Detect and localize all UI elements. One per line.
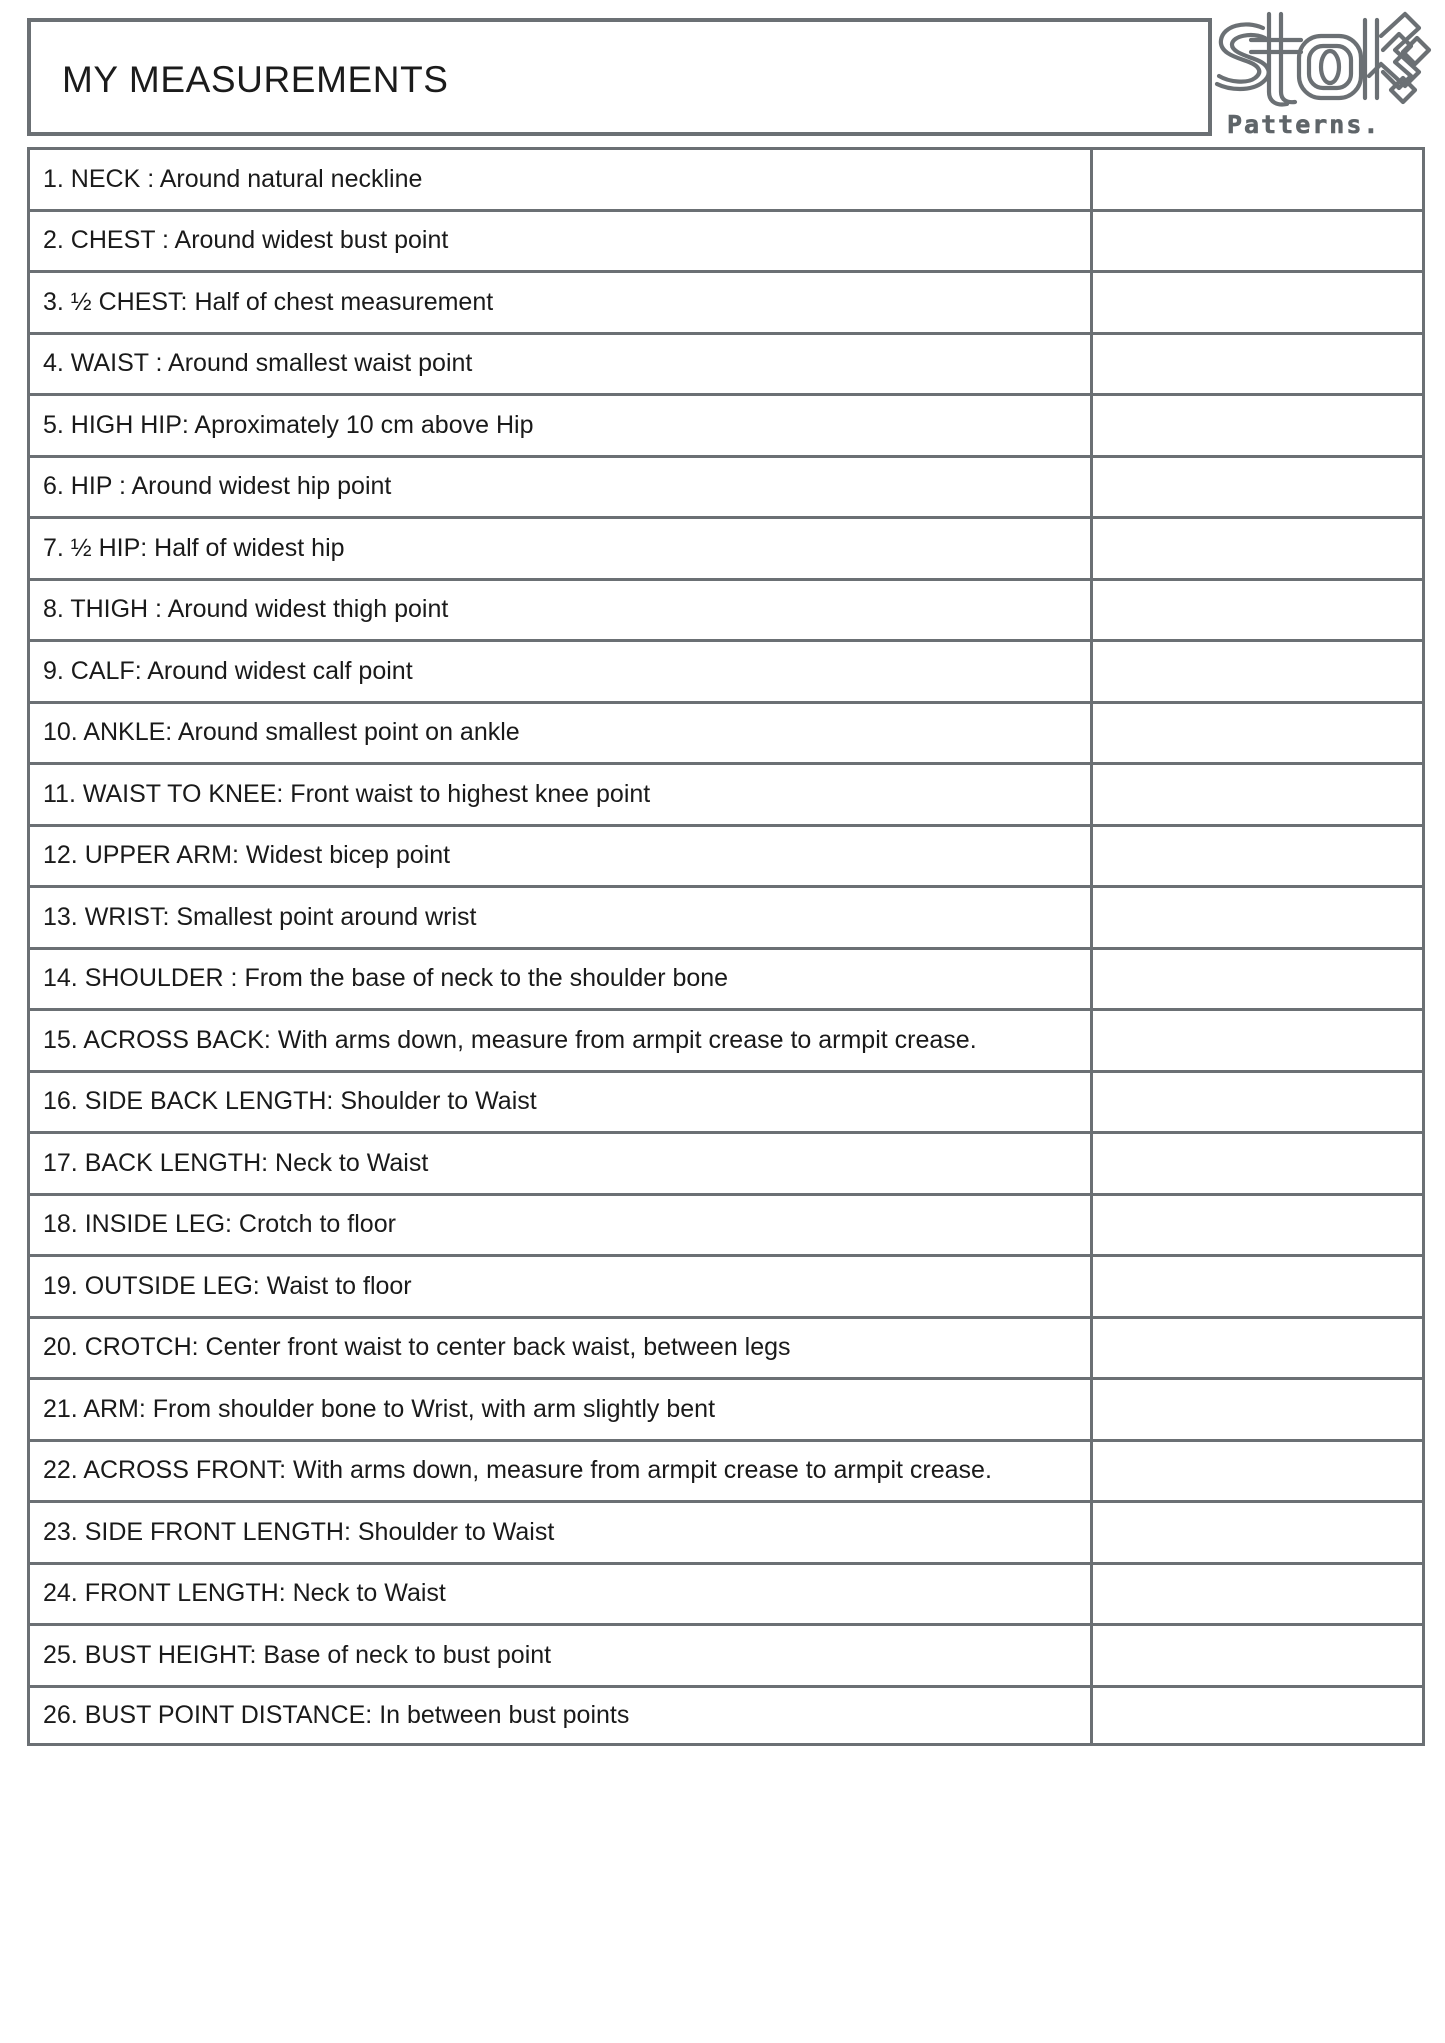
measurement-description-cell: 19. OUTSIDE LEG: Waist to floor: [30, 1257, 1093, 1316]
measurement-value-field[interactable]: [1093, 1380, 1422, 1439]
measurement-description-cell: 17. BACK LENGTH: Neck to Waist: [30, 1134, 1093, 1193]
table-row: [27, 1070, 1425, 1132]
measurement-value-field[interactable]: [1093, 150, 1422, 209]
measurement-description-cell: 23. SIDE FRONT LENGTH: Shoulder to Waist: [30, 1503, 1093, 1562]
measurement-description-cell: 21. ARM: From shoulder bone to Wrist, with arm slightly bent: [30, 1380, 1093, 1439]
measurement-value-field[interactable]: [1093, 827, 1422, 886]
table-row: [27, 1562, 1425, 1624]
measurement-description-cell: 24. FRONT LENGTH: Neck to Waist: [30, 1565, 1093, 1624]
measurement-description-cell: 4. WAIST : Around smallest waist point: [30, 335, 1093, 394]
measurement-description-cell: 9. CALF: Around widest calf point: [30, 642, 1093, 701]
table-row: [27, 701, 1425, 763]
measurement-description-cell: 13. WRIST: Smallest point around wrist: [30, 888, 1093, 947]
table-row: [27, 332, 1425, 394]
measurement-value-field[interactable]: [1093, 396, 1422, 455]
measurement-description-cell: 22. ACROSS FRONT: With arms down, measure from armpit crease to armpit crease.: [30, 1442, 1093, 1501]
measurement-value-field[interactable]: [1093, 888, 1422, 947]
table-row: [27, 1193, 1425, 1255]
measurement-description-cell: 7. ½ HIP: Half of widest hip: [30, 519, 1093, 578]
table-row: [27, 1254, 1425, 1316]
measurement-description-cell: 14. SHOULDER : From the base of neck to the shoulder bone: [30, 950, 1093, 1009]
table-row: [27, 639, 1425, 701]
page-title: MY MEASUREMENTS: [62, 59, 449, 100]
measurement-value-field[interactable]: [1093, 765, 1422, 824]
table-row: [27, 578, 1425, 640]
measurements-table: [27, 147, 1425, 1746]
measurement-value-field[interactable]: [1093, 1134, 1422, 1193]
brand-logo: [1205, 6, 1433, 146]
measurement-description-cell: 12. UPPER ARM: Widest bicep point: [30, 827, 1093, 886]
measurement-value-field[interactable]: [1093, 581, 1422, 640]
measurement-value-field[interactable]: [1093, 642, 1422, 701]
measurement-value-field[interactable]: [1093, 1319, 1422, 1378]
measurement-description-cell: 3. ½ CHEST: Half of chest measurement: [30, 273, 1093, 332]
table-row: [27, 1500, 1425, 1562]
measurement-value-field[interactable]: [1093, 1565, 1422, 1624]
measurement-description-cell: 10. ANKLE: Around smallest point on ankle: [30, 704, 1093, 763]
measurement-description-cell: 15. ACROSS BACK: With arms down, measure from armpit crease to armpit crease.: [30, 1011, 1093, 1070]
table-row: [27, 516, 1425, 578]
measurement-value-field[interactable]: [1093, 1503, 1422, 1562]
measurement-value-field[interactable]: [1093, 1442, 1422, 1501]
measurement-value-field[interactable]: [1093, 1011, 1422, 1070]
measurement-description-cell: 18. INSIDE LEG: Crotch to floor: [30, 1196, 1093, 1255]
table-row: [27, 1623, 1425, 1685]
measurement-value-field[interactable]: [1093, 1196, 1422, 1255]
measurement-description-cell: 6. HIP : Around widest hip point: [30, 458, 1093, 517]
brand-wordmark: Patterns.: [1227, 110, 1381, 139]
measurement-description-cell: 8. THIGH : Around widest thigh point: [30, 581, 1093, 640]
measurement-value-field[interactable]: [1093, 1257, 1422, 1316]
table-row: [27, 393, 1425, 455]
measurement-description-cell: 11. WAIST TO KNEE: Front waist to highest knee point: [30, 765, 1093, 824]
table-row: [27, 270, 1425, 332]
measurement-value-field[interactable]: [1093, 1626, 1422, 1685]
measurement-description-cell: 20. CROTCH: Center front waist to center back waist, between legs: [30, 1319, 1093, 1378]
table-row: [27, 1377, 1425, 1439]
table-row: [27, 1316, 1425, 1378]
measurement-value-field[interactable]: [1093, 519, 1422, 578]
table-row: [27, 147, 1425, 209]
measurement-value-field[interactable]: [1093, 458, 1422, 517]
table-row: [27, 947, 1425, 1009]
table-row: [27, 1439, 1425, 1501]
table-row: [27, 885, 1425, 947]
measurement-value-field[interactable]: [1093, 1073, 1422, 1132]
measurement-value-field[interactable]: [1093, 273, 1422, 332]
stox-logo-icon: [1205, 6, 1433, 116]
measurement-value-field[interactable]: [1093, 1688, 1422, 1744]
table-row: [27, 455, 1425, 517]
measurement-description-cell: 26. BUST POINT DISTANCE: In between bust points: [30, 1688, 1093, 1744]
table-row: [27, 1685, 1425, 1747]
measurement-description-cell: 1. NECK : Around natural neckline: [30, 150, 1093, 209]
measurement-value-field[interactable]: [1093, 335, 1422, 394]
measurement-description-cell: 16. SIDE BACK LENGTH: Shoulder to Waist: [30, 1073, 1093, 1132]
measurement-description-cell: 5. HIGH HIP: Aproximately 10 cm above Hip: [30, 396, 1093, 455]
measurement-description-cell: 2. CHEST : Around widest bust point: [30, 212, 1093, 271]
measurement-value-field[interactable]: [1093, 212, 1422, 271]
measurement-value-field[interactable]: [1093, 950, 1422, 1009]
measurement-value-field[interactable]: [1093, 704, 1422, 763]
table-row: [27, 824, 1425, 886]
table-row: [27, 209, 1425, 271]
table-row: [27, 1131, 1425, 1193]
table-row: [27, 1008, 1425, 1070]
measurement-description-cell: 25. BUST HEIGHT: Base of neck to bust point: [30, 1626, 1093, 1685]
table-row: [27, 762, 1425, 824]
header-box: [27, 18, 1212, 136]
